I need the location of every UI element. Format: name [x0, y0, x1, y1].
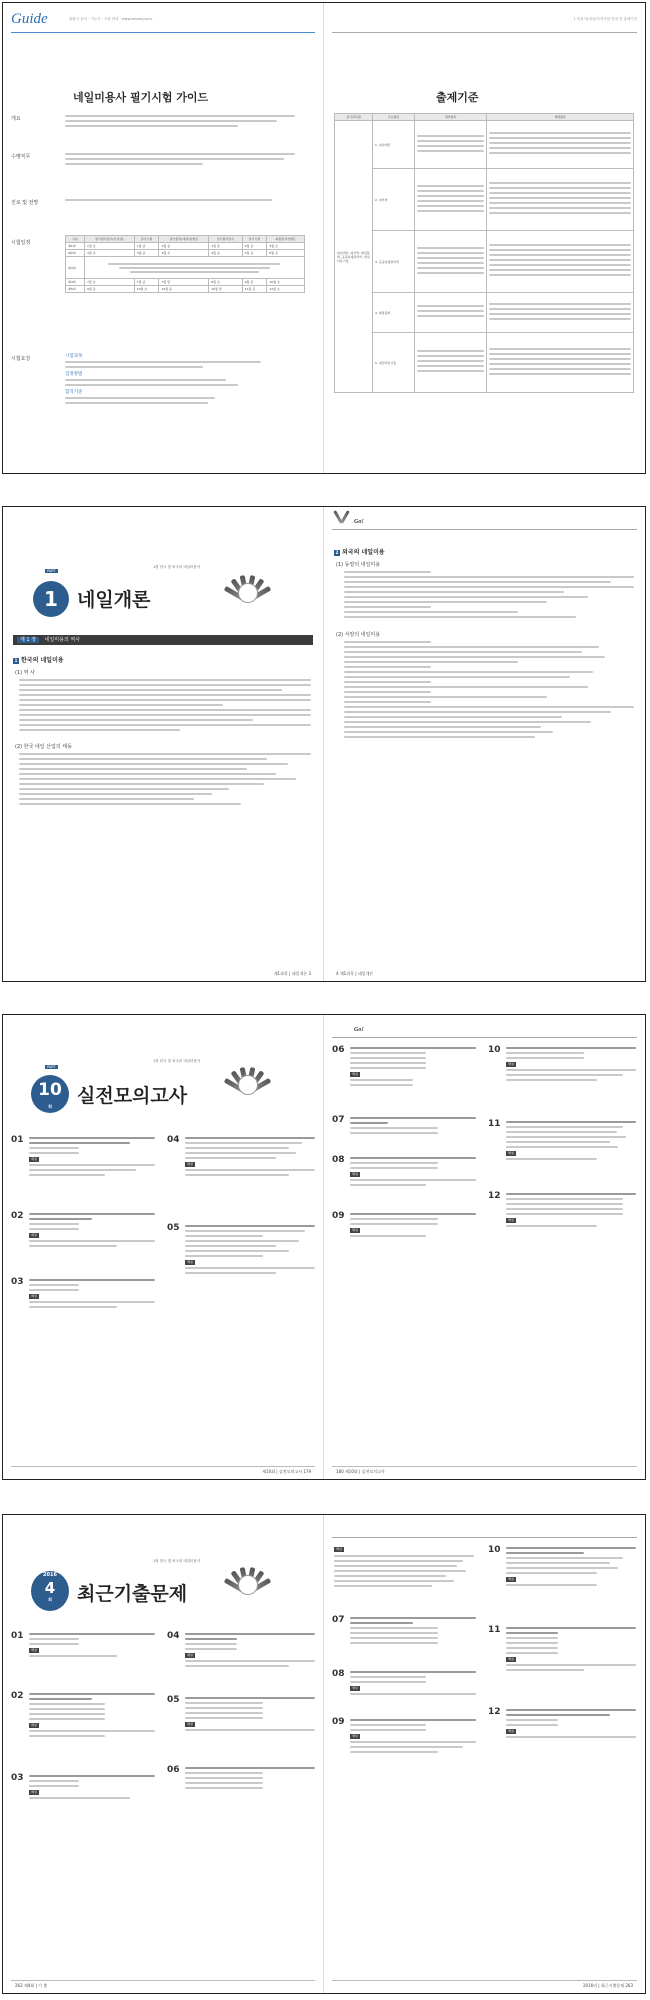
header-rule	[332, 529, 637, 530]
table-cell: 3월 중	[134, 250, 159, 257]
career-text	[65, 199, 295, 204]
overview-text	[65, 115, 295, 130]
question-body: 해설	[29, 1693, 155, 1740]
nail-tools-fan	[213, 1061, 283, 1101]
table-row	[335, 231, 634, 293]
mock-right-page	[324, 1015, 645, 1479]
criteria-subject: 5. 네일미용기술	[373, 333, 415, 393]
section-number: 제 1 장	[17, 637, 39, 643]
footer-rule	[332, 1980, 637, 1981]
history-text	[19, 679, 311, 734]
table-cell: 10월 초	[134, 286, 159, 293]
chapter1-badge: PART	[47, 569, 56, 573]
side-label-schedule: 시험일정	[11, 240, 31, 246]
schedule-header: 구분	[66, 236, 85, 243]
question-number: 06	[332, 1045, 345, 1055]
table-cell: 7월 초	[84, 279, 134, 286]
question-body: 해설	[350, 1157, 476, 1189]
table-cell: 10월 말	[209, 286, 242, 293]
table-cell: 9월 중	[84, 286, 134, 293]
question-body: 해설	[29, 1213, 155, 1250]
schedule-header: 필기원서접수(인터넷)	[84, 236, 134, 243]
chapter1-right-page	[324, 507, 645, 981]
table-cell: 3월 초	[267, 243, 305, 250]
exam-item-subjects: 시험과목	[65, 354, 83, 359]
question-number: 09	[332, 1211, 345, 1221]
chapter1-spread	[2, 506, 646, 982]
question-body: 해설	[29, 1775, 155, 1802]
table-cell: 제4회	[66, 279, 85, 286]
past-title: 최근기출문제	[77, 1583, 188, 1605]
question-number: 11	[488, 1119, 501, 1129]
east-text	[344, 571, 634, 621]
criteria-subject: 2. 피부학	[373, 169, 415, 231]
west-subheading: (2) 서양의 네일미용	[336, 632, 381, 638]
question-body	[350, 1117, 476, 1137]
table-cell: 11월 중	[242, 286, 267, 293]
exam-items	[65, 353, 295, 407]
table-cell: 3월 초	[84, 250, 134, 257]
guide-header	[11, 9, 315, 33]
question-number: 12	[488, 1707, 501, 1717]
table-cell: 5월 중	[242, 250, 267, 257]
question-body: 해설	[350, 1671, 476, 1698]
chapter1-section-bar	[13, 635, 313, 645]
question-body: 해설	[185, 1633, 315, 1670]
table-cell-note	[84, 257, 304, 279]
criteria-subject: 1. 네일개론	[373, 121, 415, 169]
question-number: 07	[332, 1115, 345, 1125]
west-text	[344, 641, 634, 741]
criteria-subdetail	[487, 333, 634, 393]
footer-rule	[332, 1466, 637, 1467]
table-cell: 제3회	[66, 257, 85, 279]
page-number-left: 262 제4회 | 기 출	[15, 1983, 48, 1988]
table-cell: 제5회	[66, 286, 85, 293]
exam-item-method: 검정방법	[65, 372, 83, 377]
table-row	[66, 257, 305, 279]
question-body: 해설	[29, 1633, 155, 1660]
go-logo: Go!	[354, 519, 364, 525]
question-body: 해설	[185, 1225, 315, 1277]
foreign-heading: 2 외국의 네일미용	[335, 549, 385, 556]
criteria-detail	[415, 293, 487, 333]
question-number: 10	[488, 1545, 501, 1555]
mock-title: 실전모의고사	[77, 1085, 188, 1107]
question-number: 08	[332, 1155, 345, 1165]
table-row	[335, 169, 634, 231]
page-number-left: 제1과목 | 네일개론 3	[273, 971, 311, 976]
question-body: 해설	[29, 1279, 155, 1311]
question-body: 해설	[506, 1193, 636, 1230]
go-logo: Go!	[354, 1027, 364, 1033]
table-row	[66, 243, 305, 250]
criteria-header: 필기과목명	[335, 114, 373, 121]
question-number: 11	[488, 1625, 501, 1635]
guide-right-page	[324, 3, 645, 473]
criteria-subject: 3. 공중위생관리학	[373, 231, 415, 293]
question-number: 07	[332, 1615, 345, 1625]
criteria-header: 세세항목	[487, 114, 634, 121]
korea-heading-text: 한국의 네일미용	[21, 657, 64, 664]
criteria-detail	[415, 121, 487, 169]
footer-rule	[11, 1980, 315, 1981]
guide-meta-right: 1 미용사(네일)자격시험 안내 및 출제기준	[573, 17, 637, 21]
criteria-group: 네일개론, 피부학, 화장품학, 공중위생관리학, 네일미용기술	[335, 121, 373, 393]
guide-left-page	[3, 3, 324, 473]
question-number: 01	[11, 1135, 24, 1145]
past-tagline: 1장 한국 및 외국의 네일미용사	[153, 1559, 201, 1563]
past-number: 4	[44, 1579, 56, 1597]
table-cell: 7월 말	[159, 279, 209, 286]
nail-tools-fan	[213, 1561, 283, 1601]
table-cell: 9월 중	[242, 279, 267, 286]
header-rule	[332, 1537, 637, 1538]
question-number: 10	[488, 1045, 501, 1055]
history-subheading: (1) 역 사	[15, 670, 35, 676]
past-exam-spread	[2, 1514, 646, 1994]
criteria-subdetail	[487, 231, 634, 293]
mock-unit: 회	[48, 1104, 52, 1109]
guide-right-title: 출제기준	[436, 91, 479, 104]
question-number: 06	[167, 1765, 180, 1775]
page-number-right: 2016년 | 최근기출문제 263	[582, 1983, 633, 1988]
criteria-header: 세부항목	[415, 114, 487, 121]
question-number: 09	[332, 1717, 345, 1727]
mock-number: 10	[38, 1080, 62, 1100]
table-cell: 8월 초	[209, 279, 242, 286]
question-number: 05	[167, 1223, 180, 1233]
table-row	[66, 279, 305, 286]
chapter1-number: 1	[44, 587, 58, 611]
table-cell: 1월 초	[84, 243, 134, 250]
question-number: 04	[167, 1135, 180, 1145]
page-number-right: 4 제1과목 | 네일개론	[336, 971, 374, 976]
schedule-header: 실기원서접수	[209, 236, 242, 243]
question-body: 해설	[506, 1627, 636, 1674]
guide-left-title: 네일미용사 필기시험 가이드	[73, 91, 209, 104]
question-body	[350, 1617, 476, 1647]
criteria-table	[334, 113, 634, 393]
past-unit: 회	[48, 1597, 52, 1602]
criteria-header: 주요항목	[373, 114, 415, 121]
table-cell: 2월 중	[242, 243, 267, 250]
korea-heading: 1 한국의 네일미용	[14, 657, 64, 664]
schedule-header: 실기시험	[242, 236, 267, 243]
criteria-subdetail	[487, 169, 634, 231]
table-cell: 7월 중	[134, 279, 159, 286]
past-left-page	[3, 1515, 324, 1993]
question-body: 해설	[350, 1047, 476, 1089]
industry-subheading: (2) 한국 네일 산업의 태동	[15, 744, 72, 750]
table-cell: 6월 초	[267, 250, 305, 257]
chapter1-title: 네일개론	[77, 589, 151, 611]
side-label-overview: 개요	[11, 116, 21, 122]
question-body	[185, 1767, 315, 1792]
mock-badge: PART	[47, 1065, 56, 1069]
table-row	[66, 286, 305, 293]
chapter1-left-page	[3, 507, 324, 981]
past-number-badge	[31, 1571, 69, 1611]
table-cell: 1월 중	[159, 243, 209, 250]
schedule-header: 최종합격자발표	[267, 236, 305, 243]
table-cell: 10월 초	[267, 279, 305, 286]
table-cell: 10월 중	[159, 286, 209, 293]
criteria-subdetail	[487, 121, 634, 169]
nail-tools-small-icon	[334, 515, 350, 525]
side-label-career: 진로 및 전망	[11, 200, 39, 206]
question-body: 해설	[350, 1719, 476, 1756]
page-number-left: 제10회 | 실전모의고사 179	[262, 1469, 311, 1474]
chapter1-tagline: 1장 한국 및 외국의 네일미용사	[153, 565, 201, 569]
side-label-exam: 시험요강	[11, 356, 31, 362]
past-right-page	[324, 1515, 645, 1993]
chapter1-number-badge	[33, 581, 69, 617]
guide-tab-title: Guide	[11, 11, 48, 27]
section-title: 네일미용의 역사	[44, 637, 81, 643]
guide-meta-left: 출판사 문서 · 기능사 · 시험 안내 · www.edusky.co.kr	[69, 17, 153, 21]
table-cell: 제2회	[66, 250, 85, 257]
mock-number-badge	[31, 1075, 69, 1113]
nail-tools-fan	[213, 569, 283, 609]
guide-header-right	[332, 9, 637, 33]
question-number: 02	[11, 1211, 24, 1221]
table-cell: 제1회	[66, 243, 85, 250]
question-body: 해설	[350, 1213, 476, 1240]
question-body: 해설	[506, 1709, 636, 1741]
table-row	[335, 333, 634, 393]
header-rule	[332, 1037, 637, 1038]
question-number: 03	[11, 1277, 24, 1287]
mock-exam-spread	[2, 1014, 646, 1480]
past-year: 2016	[43, 1572, 57, 1578]
industry-list	[19, 753, 311, 808]
question-number: 03	[11, 1773, 24, 1783]
table-cell: 1월 중	[209, 243, 242, 250]
table-row	[66, 250, 305, 257]
table-cell: 1월 중	[134, 243, 159, 250]
table-row	[335, 293, 634, 333]
question-body: 해설	[29, 1137, 155, 1179]
question-body: 해설	[506, 1121, 636, 1163]
page-number-right: 180 제10회 | 실전모의고사	[336, 1469, 385, 1474]
foreign-heading-text: 외국의 네일미용	[342, 549, 385, 556]
question-number: 04	[167, 1631, 180, 1641]
guide-spread	[2, 2, 646, 474]
question-number: 01	[11, 1631, 24, 1641]
mock-tagline: 1장 한국 및 외국의 네일미용사	[153, 1059, 201, 1063]
criteria-detail	[415, 231, 487, 293]
criteria-detail	[415, 169, 487, 231]
east-subheading: (1) 동양의 네일미용	[336, 562, 381, 568]
side-label-duty: 수행직무	[11, 154, 31, 160]
question-body: 해설	[506, 1047, 636, 1084]
question-body: 해설	[185, 1137, 315, 1179]
schedule-header: 필기합격(예정자)발표	[159, 236, 209, 243]
table-row	[335, 121, 634, 169]
table-cell: 4월 초	[159, 250, 209, 257]
duty-text	[65, 153, 295, 168]
exam-item-passing: 합격기준	[65, 390, 83, 395]
schedule-header: 필기시험	[134, 236, 159, 243]
question-body: 해설	[506, 1547, 636, 1589]
question-number: 02	[11, 1691, 24, 1701]
question-number: 12	[488, 1191, 501, 1201]
table-cell: 4월 중	[209, 250, 242, 257]
question-body: 해설	[185, 1697, 315, 1734]
criteria-subdetail	[487, 293, 634, 333]
footer-rule	[11, 1466, 315, 1467]
criteria-subject: 4. 화장품학	[373, 293, 415, 333]
mock-left-page	[3, 1015, 324, 1479]
question-number: 08	[332, 1669, 345, 1679]
answer-explanation-block: 해설	[334, 1547, 474, 1590]
question-number: 05	[167, 1695, 180, 1705]
criteria-detail	[415, 333, 487, 393]
table-cell: 12월 초	[267, 286, 305, 293]
schedule-table	[65, 235, 305, 293]
